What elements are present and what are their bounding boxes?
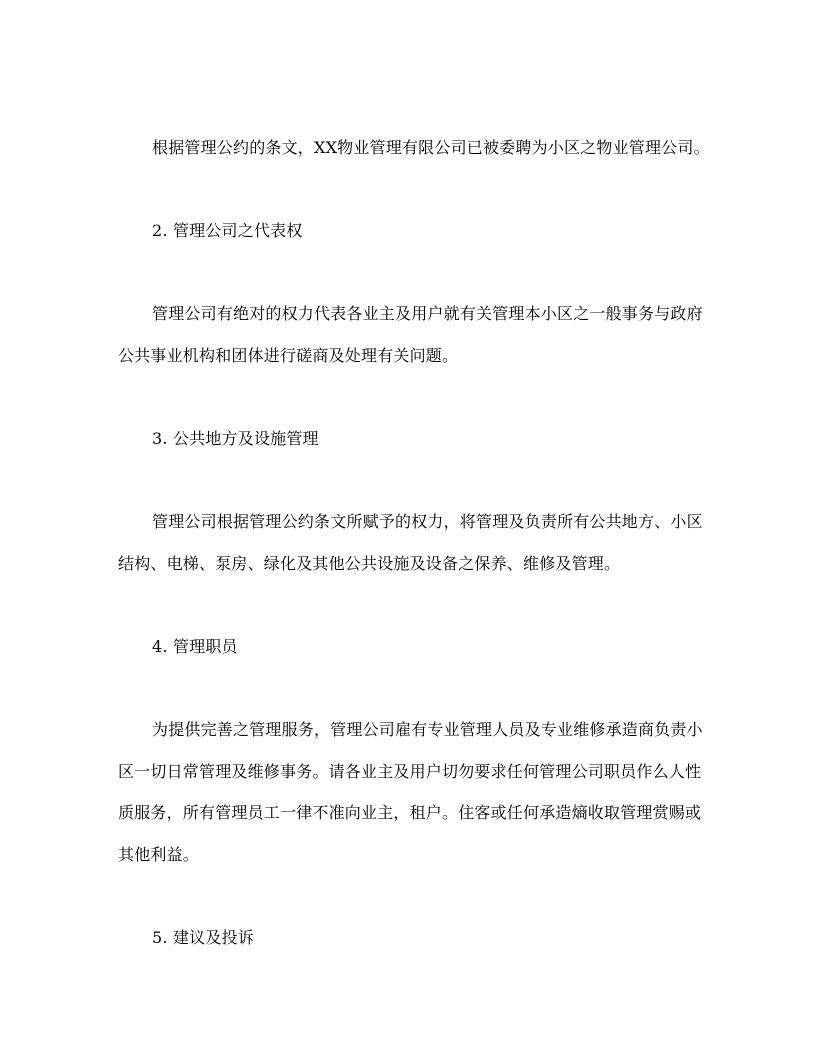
paragraph-3-line-2: 结构、电梯、泵房、绿化及其他公共设施及设备之保养、维修及管理。 [118,554,621,573]
paragraph-4-line-4: 其他利益。 [118,845,200,864]
paragraph-3-line-1: 管理公司根据管理公约条文所赋予的权力，将管理及负责所有公共地方、小区 [152,512,703,531]
paragraph-2-line-2: 公共事业机构和团体进行磋商及处理有关问题。 [118,346,459,365]
paragraph-2-line-1: 管理公司有绝对的权力代表各业主及用户就有关管理本小区之一般事务与政府 [152,304,703,323]
heading-3: 3. 公共地方及设施管理 [152,429,319,448]
paragraph-4-line-3: 质服务，所有管理员工一律不准向业主，租户。住客或任何承造熵收取管理赏赐或 [118,803,702,822]
paragraph-4-line-1: 为提供完善之管理服务，管理公司雇有专业管理人员及专业维修承造商负责小 [152,720,703,739]
heading-4: 4. 管理职员 [152,637,238,656]
heading-2: 2. 管理公司之代表权 [152,221,303,240]
paragraph-4-line-2: 区一切日常管理及维修事务。请各业主及用户切勿要求任何管理公司职员作么人性 [118,762,702,781]
heading-5: 5. 建议及投诉 [152,928,254,947]
paragraph-1-line-1: 根据管理公约的条文，XX物业管理有限公司已被委聘为小区之物业管理公司。 [152,138,710,157]
